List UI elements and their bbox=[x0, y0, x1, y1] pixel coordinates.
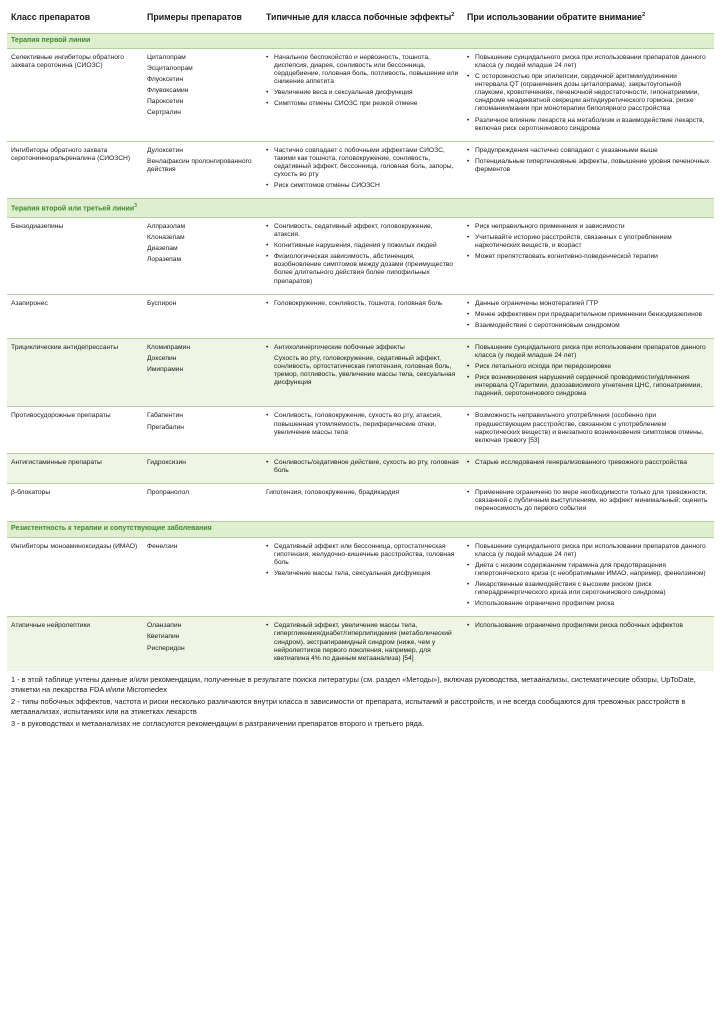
section-header bbox=[7, 522, 714, 537]
usage-notes-list bbox=[467, 300, 710, 330]
side-effects-list bbox=[266, 543, 459, 578]
side-effects-list bbox=[266, 300, 459, 308]
usage-notes-list bbox=[467, 459, 710, 467]
drug-name: Флувоксамин bbox=[147, 87, 189, 95]
usage-note-item: • Различное влияние лекарств на метаболизм и взаимодействие лекарств, включая риск серотонинового синдрома bbox=[467, 117, 710, 133]
side-effects bbox=[262, 217, 463, 294]
drug-name: Фенелзин bbox=[147, 542, 178, 550]
side-effects bbox=[262, 338, 463, 407]
drug-name: Гидроксизин bbox=[147, 458, 186, 466]
drug-examples bbox=[143, 453, 262, 483]
side-effects bbox=[262, 484, 463, 522]
side-effect-item: • Сонливость, седативный эффект, головокружение, атаксия. bbox=[266, 223, 459, 239]
drug-name: Рисперидон bbox=[147, 644, 185, 652]
drug-name: Диазепам bbox=[147, 245, 178, 253]
section-title bbox=[7, 522, 714, 537]
drug-name: Флуоксетин bbox=[147, 76, 184, 84]
side-effect-text: Сухость во рту, головокружение, седативный эффект, сонливость, ортостатическая гипотензия, головная боль, тремор, потливость, увеличение массы тела, сексуальная дисфункция bbox=[274, 354, 456, 387]
drug-name: Кветиапин bbox=[147, 633, 180, 641]
usage-note-item: • Использование ограничено профилями риска побочных эффектов bbox=[467, 622, 710, 630]
usage-note-item: • Лекарственные взаимодействия с высоким риском (риск гиперадренергического криза или серотонинового синдрома) bbox=[467, 581, 710, 597]
header-class: Класс препаратов bbox=[11, 12, 91, 22]
table-row bbox=[7, 453, 714, 483]
section-header bbox=[7, 33, 714, 48]
drug-class: Бензодиазепины bbox=[7, 217, 143, 294]
usage-note-item: • Возможность неправильного употребления (особенно при предшествующем расстройстве, связанном с употреблением наркотических веществ) и внезапного возникновения симптомов отмены, включая тревогу [53] bbox=[467, 412, 710, 444]
side-effect-text: Гипотензия, головокружение, брадикардия bbox=[266, 489, 400, 497]
usage-note-item: • Учитывайте историю расстройств, связанных с употреблением наркотических веществ, и возраст bbox=[467, 234, 710, 250]
side-effects-list bbox=[266, 622, 459, 662]
footnote: 1 - в этой таблице учтены данные и/или рекомендации, полученные в результате поиска литературы (см. раздел «Методы»), включая руководства, метаанализы, систематические обзоры, UpToDate, этикетки на лекарства FDA и/или Micromedex bbox=[11, 674, 696, 694]
table-body bbox=[7, 33, 714, 671]
section-header bbox=[7, 199, 714, 218]
drug-class: β-блокаторы bbox=[11, 489, 51, 497]
drug-examples bbox=[143, 294, 262, 338]
drug-name: Циталопрам bbox=[147, 53, 186, 61]
usage-note-item: • Риск летального исхода при передозировке bbox=[467, 363, 710, 371]
side-effects bbox=[262, 453, 463, 483]
usage-note-item: • Взаимодействие с серотониновым синдромом bbox=[467, 322, 710, 330]
side-effects-list bbox=[266, 459, 459, 475]
drug-name: Венлафаксин пролонгированного действия bbox=[147, 157, 252, 173]
usage-notes-list bbox=[467, 54, 710, 133]
drug-name: Имипрамин bbox=[147, 366, 184, 374]
usage-note-item: • С осторожностью при эпилепсии, сердечной аритмии/удлинении интервала QT (ограничения дозы циталопрама), закрытоугольной глаукоме, кровотечениях, печеночной недостаточности, гипонатриемии, синдроме неадекватной секреции антидиуретического гормона, риске гипомании/мании при монотерапии биполярного расстройства bbox=[467, 73, 710, 113]
section-title bbox=[7, 33, 714, 48]
side-effects bbox=[262, 48, 463, 141]
usage-note-item: • Повышение суицидального риска при использовании препаратов данного класса (у людей младше 24 лет) bbox=[467, 344, 710, 360]
drug-class: Ингибиторы моноаминоксидазы (ИМАО) bbox=[7, 537, 143, 617]
side-effect-item: • Седативный эффект или бессонница, ортостатическая гипотензия, желудочно-кишечные расстройства, головная боль bbox=[266, 543, 459, 567]
usage-notes bbox=[463, 407, 714, 453]
side-effect-item: • Частично совпадает с побочными эффектами СИОЗС, такими как тошнота, головокружение, сонливость, седативный эффект, бессонница, головная боль, запоры, сухость во рту bbox=[266, 147, 459, 179]
usage-note-item: • Риск возникновения нарушений сердечной проводимости/удлинения интервала QT/аритмии, дозозависимого угнетения ЦНС, гипонатриемии, падений, серотонинового синдрома bbox=[467, 374, 710, 398]
side-effects bbox=[262, 407, 463, 453]
usage-notes-list bbox=[467, 622, 710, 630]
usage-note-item: • Данные ограничены монотерапией ГТР bbox=[467, 300, 710, 308]
drug-name: Эсциталопрам bbox=[147, 65, 193, 72]
usage-notes-list bbox=[467, 543, 710, 609]
usage-note-item: • Менее эффективен при предварительном применении бензодиазепинов bbox=[467, 311, 710, 319]
drug-name: Прегабалин bbox=[147, 423, 184, 431]
usage-note-item: • Диета с низким содержанием тирамина для предотвращения гипертонического криза (с необратимыми ИМАО, например, фенелзином) bbox=[467, 562, 710, 578]
usage-notes bbox=[463, 48, 714, 141]
side-effects-text bbox=[266, 489, 459, 497]
usage-notes bbox=[463, 217, 714, 294]
usage-notes-list bbox=[467, 344, 710, 399]
drug-name: Доксепин bbox=[147, 354, 177, 362]
usage-note-item: • Предупреждения частично совпадают с указанными выше bbox=[467, 147, 710, 155]
drug-examples bbox=[143, 407, 262, 453]
drug-name: Пропранолол bbox=[147, 489, 190, 497]
table-row bbox=[7, 294, 714, 338]
drug-name: Дулоксетин bbox=[147, 146, 183, 154]
drug-class: Трициклические антидепрессанты bbox=[7, 338, 143, 407]
table-row bbox=[7, 338, 714, 407]
table-row bbox=[7, 407, 714, 453]
side-effect-item: • Симптомы отмены СИОЗС при резкой отмене bbox=[266, 100, 459, 108]
section-title-text: Резистентность к терапии и сопутствующие заболевания bbox=[11, 525, 212, 533]
side-effects-list bbox=[266, 54, 459, 109]
drug-name: Габапентин bbox=[147, 412, 183, 420]
header-examples: Примеры препаратов bbox=[147, 12, 242, 22]
drug-class: Ингибиторы обратного захвата серотонинноральреналина (СИОЗСН) bbox=[11, 146, 131, 162]
footnote: 2 - типы побочных эффектов, частота и риски несколько различаются внутри класса в зависимости от препарата, испытаний и расстройств, и не всегда сообщаются для тревожных расстройств в метаанализах, испытаниях или на этикетках лекарств bbox=[11, 696, 686, 716]
usage-notes bbox=[463, 453, 714, 483]
side-effects-text bbox=[266, 355, 459, 387]
usage-notes bbox=[463, 294, 714, 338]
side-effects-list bbox=[266, 412, 459, 436]
side-effect-item: • Увеличение массы тела, сексуальная дисфункция bbox=[266, 570, 459, 578]
drug-class: Азапиронес bbox=[7, 294, 143, 338]
drug-examples bbox=[143, 217, 262, 294]
drug-examples bbox=[143, 141, 262, 198]
header-notes: При использовании обратите внимание$^2$ bbox=[467, 12, 646, 22]
usage-notes bbox=[463, 338, 714, 407]
drug-name: Буспирон bbox=[147, 299, 177, 307]
table-row bbox=[7, 48, 714, 141]
side-effect-item: • Головокружение, сонливость, тошнота, головная боль bbox=[266, 300, 459, 308]
drug-examples bbox=[143, 484, 262, 522]
table-row bbox=[7, 537, 714, 617]
section-title-sup: 3 bbox=[134, 203, 137, 210]
table-row bbox=[7, 617, 714, 671]
drug-name: Кломипрамин bbox=[147, 343, 191, 351]
usage-note-item: • Применение ограничено по мере необходимости только для тревожности, связанной с публичным выступлениям, но эффект минимальный; оценить переносимость до первого события bbox=[467, 489, 710, 513]
footnote: 3 - в руководствах и метаанализах не согласуются рекомендации в разграничении препаратов второго и третьего ряда. bbox=[11, 718, 424, 728]
usage-note-item: • Повышение суицидального риска при использовании препаратов данного класса (у людей младше 24 лет) bbox=[467, 54, 710, 70]
side-effects-list bbox=[266, 223, 459, 286]
usage-notes bbox=[463, 617, 714, 671]
usage-note-item: • Повышение суицидального риска при использовании препаратов данного класса (у людей младше 24 лет) bbox=[467, 543, 710, 559]
drug-examples bbox=[143, 617, 262, 671]
footnotes bbox=[0, 671, 721, 729]
drug-examples bbox=[143, 537, 262, 617]
side-effect-item: • Антихолинергические побочные эффекты bbox=[266, 344, 459, 352]
side-effect-item: • Риск симптомов отмены СИОЗСН bbox=[266, 182, 459, 190]
side-effects bbox=[262, 141, 463, 198]
side-effect-item: • Увеличение веса и сексуальная дисфункция bbox=[266, 89, 459, 97]
usage-note-item: • Может препятствовать когнитивно-поведенческой терапии bbox=[467, 253, 710, 261]
table-row bbox=[7, 217, 714, 294]
usage-note-item: • Риск неправильного применения и зависимости bbox=[467, 223, 710, 231]
side-effect-item: • Когнитивные нарушения, падения у пожилых людей bbox=[266, 242, 459, 250]
section-title-text: Терапия второй или третьей линии bbox=[11, 205, 135, 213]
side-effect-item: • Седативный эффект, увеличение массы тела, гипергликемия/диабет/гиперлипидемия (метаболический синдром), экстрапирамидный синдром (ниже, чем у нейролептиков первого поколения, например, для кветиапина 4% по данным метаанализа) [54] bbox=[266, 622, 459, 662]
table-header bbox=[7, 0, 714, 33]
side-effects-list bbox=[266, 147, 459, 190]
usage-note-item: • Старые исследования генерализованного тревожного расстройства bbox=[467, 459, 710, 467]
drug-name: Сертралин bbox=[147, 109, 181, 117]
drug-class: Противосудорожные препараты bbox=[7, 407, 143, 453]
usage-notes bbox=[463, 537, 714, 617]
drug-class: Селективные ингибиторы обратного захвата серотонина (СИОЗС) bbox=[7, 48, 143, 141]
usage-note-item: • Использование ограничено профилем риска bbox=[467, 600, 710, 608]
usage-notes-list bbox=[467, 489, 710, 513]
side-effect-item: • Начальное беспокойство и нервозность, тошнота, диспепсия, диарея, сонливость или бессонница, сердцебиение, головная боль, потливость, повышение или снижение аппетита bbox=[266, 54, 459, 86]
table-row bbox=[7, 484, 714, 522]
side-effect-item: • Сонливость, головокружение, сухость во рту, атаксия, повышенная утомляемость, периферические отеки, увеличение массы тела bbox=[266, 412, 459, 436]
drug-name: Алпразолам bbox=[147, 222, 186, 230]
drug-name: Оланзапин bbox=[147, 622, 182, 630]
side-effects bbox=[262, 537, 463, 617]
drug-examples bbox=[143, 338, 262, 407]
usage-notes bbox=[463, 141, 714, 198]
side-effect-item: • Физиологическая зависимость, абстиненция, возобновление симптомов между дозами (преимущество более длительного действия более липофильных препаратов) bbox=[266, 253, 459, 285]
header-side-effects: Типичные для класса побочные эффекты$^2$ bbox=[266, 12, 455, 22]
table-row bbox=[7, 141, 714, 198]
usage-notes-list bbox=[467, 223, 710, 261]
section-title-text: Терапия первой линии bbox=[11, 36, 91, 44]
drug-name: Клоназепам bbox=[147, 234, 185, 242]
medication-table bbox=[7, 0, 714, 671]
side-effect-item: • Сонливость/седативное действие, сухость во рту, головная боль bbox=[266, 459, 459, 475]
side-effects bbox=[262, 294, 463, 338]
drug-name: Пароксетин bbox=[147, 98, 184, 106]
drug-name: Лоразепам bbox=[147, 256, 182, 264]
side-effects bbox=[262, 617, 463, 671]
drug-class: Антигистаминные препараты bbox=[7, 453, 143, 483]
usage-note-item: • Потенциальные гипертензивные эффекты, повышение уровня печеночных ферментов bbox=[467, 158, 710, 174]
section-title bbox=[7, 199, 714, 218]
usage-notes-list bbox=[467, 412, 710, 444]
drug-examples bbox=[143, 48, 262, 141]
usage-notes-list bbox=[467, 147, 710, 174]
drug-class: Атипичные нейролептики bbox=[7, 617, 143, 671]
usage-notes bbox=[463, 484, 714, 522]
side-effects-list bbox=[266, 344, 459, 352]
